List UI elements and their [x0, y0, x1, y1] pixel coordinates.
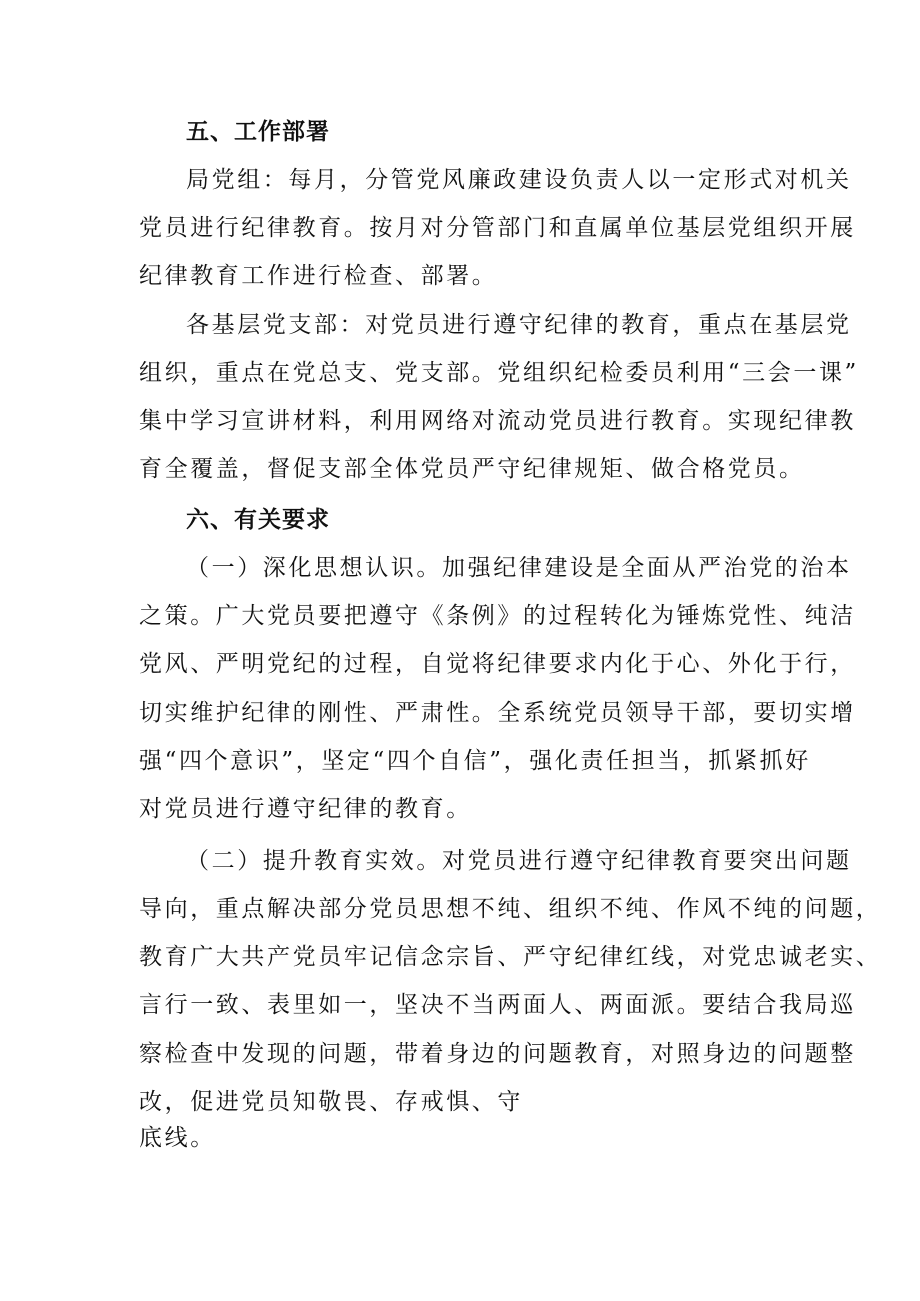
paragraph-line: 强“四个意识”，坚定“四个自信”，强化责任担当，抓紧抓好: [139, 748, 811, 774]
paragraph-line: 底线。: [139, 1125, 216, 1151]
paragraph-line: 组织，重点在党总支、党支部。党组织纪检委员利用“三会一课”: [139, 360, 859, 386]
paragraph-line: 言行一致、表里如一，坚决不当两面人、两面派。要结合我局巡: [139, 992, 856, 1018]
section-heading-requirements: 六、有关要求: [186, 507, 330, 533]
paragraph-line: 党员进行纪律教育。按月对分管部门和直属单位基层党组织开展: [139, 215, 856, 241]
paragraph-line: 改，促进党员知敬畏、存戒惧、守: [139, 1089, 523, 1115]
paragraph-line: 察检查中发现的问题，带着身边的问题教育，对照身边的问题整: [139, 1041, 856, 1067]
paragraph-line: 局党组：每月，分管党风廉政建设负责人以一定形式对机关: [186, 167, 852, 193]
paragraph-line: 各基层党支部：对党员进行遵守纪律的教育，重点在基层党: [186, 312, 852, 338]
paragraph-line: 纪律教育工作进行检查、部署。: [139, 263, 498, 289]
paragraph-line: 党风、严明党纪的过程，自觉将纪律要求内化于心、外化于行，: [139, 651, 856, 677]
paragraph-line: （二）提升教育实效。对党员进行遵守纪律教育要突出问题: [186, 848, 852, 874]
paragraph-line: 切实维护纪律的刚性、严肃性。全系统党员领导干部，要切实增: [139, 700, 856, 726]
paragraph-line: 育全覆盖，督促支部全体党员严守纪律规矩、做合格党员。: [139, 456, 805, 482]
paragraph-line: （一）深化思想认识。加强纪律建设是全面从严治党的治本: [186, 555, 852, 581]
paragraph-line: 导向，重点解决部分党员思想不纯、组织不纯、作风不纯的问题，: [139, 896, 882, 922]
paragraph-line: 对党员进行遵守纪律的教育。: [139, 796, 472, 822]
paragraph-line: 教育广大共产党员牢记信念宗旨、严守纪律红线，对党忠诚老实、: [139, 944, 882, 970]
section-heading-work-deployment: 五、工作部署: [186, 119, 330, 145]
paragraph-line: 集中学习宣讲材料，利用网络对流动党员进行教育。实现纪律教: [139, 408, 856, 434]
paragraph-line: 之策。广大党员要把遵守《条例》的过程转化为锤炼党性、纯洁: [139, 603, 856, 629]
